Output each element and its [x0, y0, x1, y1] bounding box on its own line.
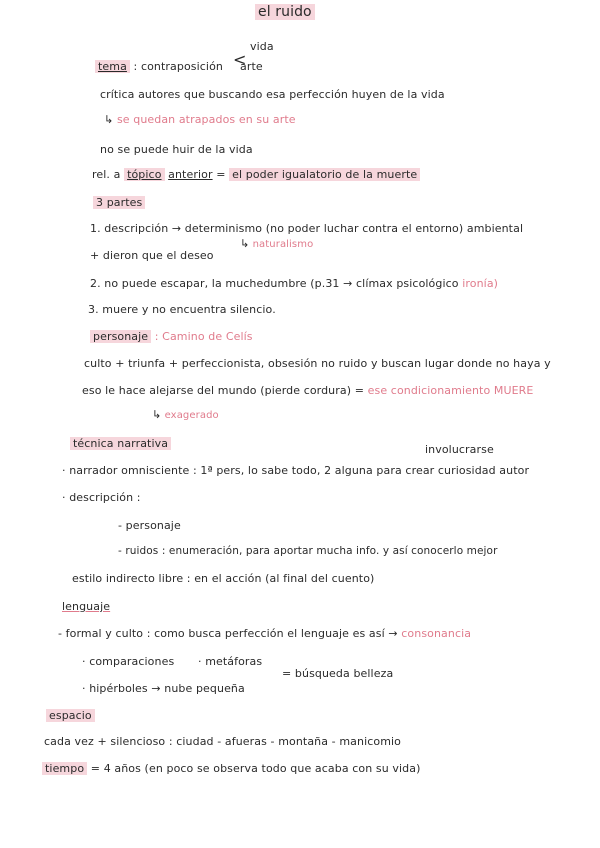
topico-word: tópico	[124, 168, 164, 181]
poder-text: el poder igualatorio de la muerte	[229, 168, 420, 181]
note-metaforas: · metáforas	[198, 655, 263, 668]
note-culto-a: culto + triunfa + perfeccionista, obsesión no ruido y buscan lugar donde no haya y	[84, 357, 551, 370]
tecnica-heading: técnica narrativa	[70, 437, 171, 450]
note-comparaciones: · comparaciones	[82, 655, 175, 668]
lenguaje-heading: lenguaje	[62, 600, 111, 613]
note-tiempo	[42, 762, 421, 775]
tiempo-text: = 4 años (en poco se observa todo que acaba con su vida)	[90, 762, 421, 775]
espacio-heading: espacio	[46, 709, 95, 722]
tema-text: : contraposición	[133, 60, 223, 73]
note-narrador: · narrador omnisciente : 1ª pers, lo sabe todo, 2 alguna para crear curiosidad autor	[62, 464, 530, 477]
formal-text: - formal y culto : como busca perfección el lenguaje es así →	[58, 627, 398, 640]
desc-ruidos: - ruidos : enumeración, para aportar mucha info. y así conocerlo mejor	[118, 545, 498, 557]
brace-symbol: <	[233, 50, 247, 69]
page-title: el ruido	[255, 4, 315, 20]
condicionamiento-text: ese condicionamiento MUERE	[367, 384, 534, 397]
curved-arrow-icon: ↳	[104, 113, 114, 126]
curved-arrow-icon: ↳	[152, 408, 162, 421]
note-formal	[58, 627, 471, 640]
atrapados-text: se quedan atrapados en su arte	[116, 113, 296, 126]
naturalismo-text: naturalismo	[252, 239, 314, 250]
exagerado-note	[152, 408, 219, 421]
note-estilo: estilo indirecto libre : en el acción (al final del cuento)	[72, 572, 375, 585]
parte-1-b: + dieron que el deseo	[90, 249, 214, 262]
parte-1: 1. descripción → determinismo (no poder luchar contra el entorno) ambiental	[90, 222, 524, 235]
anterior-word: anterior	[168, 168, 213, 181]
tiempo-label: tiempo	[42, 762, 87, 775]
word-arte: arte	[240, 60, 263, 73]
note-relacion	[92, 168, 420, 181]
desc-personaje: - personaje	[118, 519, 181, 532]
note-critica: crítica autores que buscando esa perfección huyen de la vida	[100, 88, 445, 101]
note-espacio: cada vez + silencioso : ciudad - afueras - montaña - manicomio	[44, 735, 402, 748]
parte-3: 3. muere y no encuentra silencio.	[88, 303, 276, 316]
equals-sign: =	[216, 168, 226, 181]
note-no-huir: no se puede huir de la vida	[100, 143, 253, 156]
note-atrapados	[104, 113, 296, 126]
involucrarse-note: involucrarse	[425, 443, 494, 456]
word-vida: vida	[250, 40, 274, 53]
personaje-name: : Camino de Celís	[154, 330, 253, 343]
tema-label: tema	[95, 60, 130, 73]
note-hiperboles: · hipérboles → nube pequeña	[82, 682, 245, 695]
naturalismo-note	[240, 237, 313, 250]
consonancia-text: consonancia	[401, 627, 472, 640]
rel-prefix: rel. a	[92, 168, 121, 181]
note-tema	[95, 60, 223, 73]
exagerado-text: exagerado	[164, 410, 219, 421]
note-personaje	[90, 330, 253, 343]
culto-b-text: eso le hace alejarse del mundo (pierde cordura) =	[82, 384, 365, 397]
curved-arrow-icon: ↳	[240, 237, 250, 250]
partes-heading: 3 partes	[93, 196, 145, 209]
parte-2-text: 2. no puede escapar, la muchedumbre (p.31 → clímax psicológico	[90, 277, 459, 290]
personaje-label: personaje	[90, 330, 151, 343]
note-descripcion: · descripción :	[62, 491, 141, 504]
note-busqueda: = búsqueda belleza	[282, 667, 394, 680]
parte-2	[90, 277, 498, 290]
note-culto-b	[82, 384, 533, 397]
ironia-text: ironía)	[462, 277, 499, 290]
